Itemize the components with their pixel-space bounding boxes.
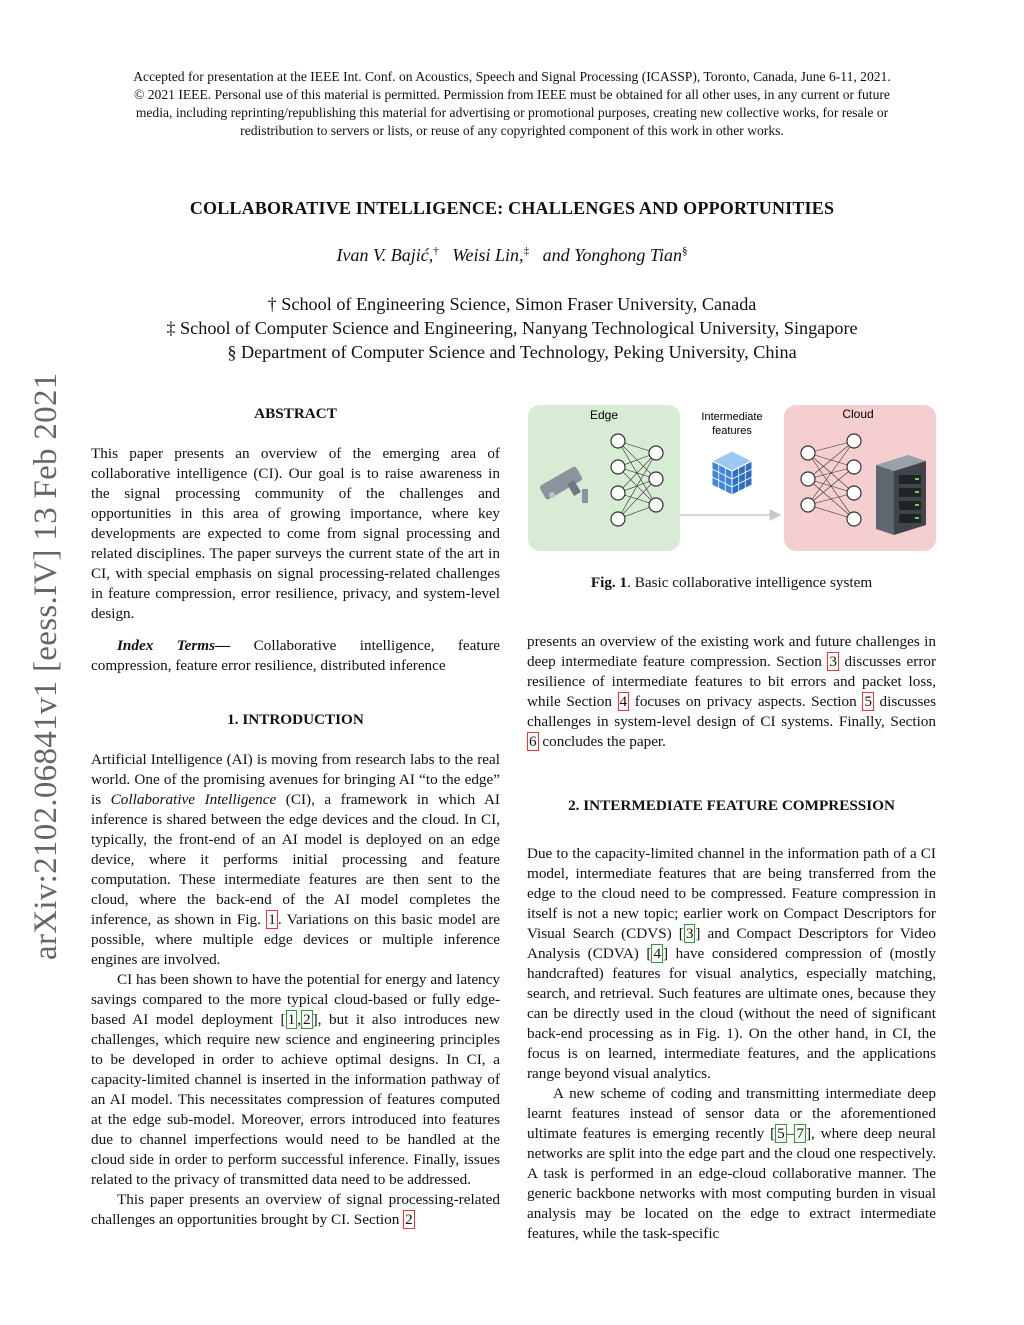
citation-link[interactable]: 7 [796, 1125, 804, 1142]
citation-link[interactable]: 5 [777, 1125, 785, 1142]
caption-label: Fig. 1 [590, 574, 628, 591]
section-ref-link[interactable]: 2 [405, 1211, 413, 1228]
ci-system-diagram [526, 403, 938, 553]
index-terms-label: Index Terms— [117, 637, 231, 654]
author: Weisi Lin, [452, 245, 524, 265]
affiliation: † School of Engineering Science, Simon Fraser University, Canada [267, 294, 757, 314]
intro-paragraph-3: This paper presents an overview of signal processing-related challenges an opportunities brought by CI. Section 2 [91, 1191, 500, 1228]
figure-ref-link[interactable]: 1 [268, 911, 276, 928]
abstract-heading: ABSTRACT [254, 405, 337, 422]
server-icon [876, 455, 926, 535]
section-2-paragraph-2: A new scheme of coding and transmitting intermediate deep learnt features instead of sensor data or the aforementioned ultimate features is emerging recently [ 5 – 7 ], where deep neural networks are split into the edge part and the cloud one respectively. A task is performed in an edge-cloud collaborative manner. The generic backbone networks with most computing burden in visual analysis may be located on the edge to extract intermediate features, while the task-specific [527, 1085, 936, 1242]
notice-line: media, including reprinting/republishing this material for advertising or promotional purposes, creating new collective works, for resale or [135, 105, 889, 120]
author-list [60, 245, 964, 266]
index-terms-text: Collaborative intelligence, feature compression, feature error resilience, distributed inference [91, 637, 500, 674]
intermediate-label: features [712, 425, 752, 437]
author: Ivan V. Bajić, [336, 245, 434, 265]
section-ref-link[interactable]: 4 [619, 693, 628, 710]
author-mark: § [681, 245, 688, 257]
index-terms [91, 636, 500, 676]
cloud-label: Cloud [842, 407, 874, 421]
affiliation: ‡ School of Computer Science and Engineering, Nanyang Technological University, Singapore [166, 318, 858, 338]
edge-label: Edge [589, 408, 619, 422]
section-ref-link[interactable]: 3 [829, 653, 837, 670]
intro-paragraph-2: CI has been shown to have the potential for energy and latency savings compared to the more typical cloud-based or fully edge-based AI model deployment [ 1 , 2 ], but it also introduces new challenges, which require new science and engineering principles to be developed in order to achieve optimal designs. In CI, a capacity-limited channel is inserted in the information pathway of an AI model. This necessitates compression of features computed at the edge sub-model. Moreover, errors introduced into features due to channel imperfections would need to be handled at the cloud side in order to perform successful inference. Finally, issues related to the privacy of transmitted data need to be addressed. [91, 971, 500, 1188]
right-column [527, 632, 936, 1244]
author-mark: ‡ [523, 245, 530, 257]
section-2-paragraph-1: Due to the capacity-limited channel in the information path of a CI model, intermediate features that are being transferred from the edge to the cloud need to be compressed. Feature compression in itself is not a new topic; earlier work on Compact Descriptors for Visual Search (CDVS) [ 3 ] and Compact Descriptors for Video Analysis (CDVA) [ 4 ] have considered compression of (mostly handcrafted) features for visual analytics, especially matching, search, and retrieval. Such features are ultimate ones, because they can be directly used in the cloud (without the need of significant back-end processing as in Fig. 1). On the other hand, in CI, the focus is on learned, intermediate features, and the applications range beyond visual analytics. [527, 845, 937, 1082]
citation-link[interactable]: 3 [685, 925, 694, 942]
intro-heading: 1. INTRODUCTION [227, 711, 364, 728]
section-ref-link[interactable]: 5 [864, 693, 872, 710]
abstract-text: This paper presents an overview of the emerging area of collaborative intelligence (CI). Our goal is to raise awareness in the signal processing community of the challenges and opportunities in this area of growing importance, where key developments are expected to come from signal processing and related disciplines. The paper surveys the current state of the art in CI, with special emphasis on signal processing-related challenges in feature compression, error resilience, privacy, and system-level design. [91, 445, 500, 622]
notice-line: © 2021 IEEE. Personal use of this material is permitted. Permission from IEEE must be obtained for all other uses, in any current or future [134, 87, 890, 102]
caption-text: . Basic collaborative intelligence system [627, 574, 873, 591]
affiliations [60, 292, 964, 364]
author-mark: † [433, 245, 439, 257]
citation-link[interactable]: 1 [287, 1011, 296, 1028]
paper-title: COLLABORATIVE INTELLIGENCE: CHALLENGES AND OPPORTUNITIES [189, 198, 835, 218]
figure-1 [526, 403, 938, 553]
copyright-notice [70, 68, 954, 140]
notice-line: Accepted for presentation at the IEEE Int. Conf. on Acoustics, Speech and Signal Processing (ICASSP), Toronto, Canada, June 6-11, 2021. [133, 69, 891, 84]
section-ref-link[interactable]: 6 [529, 733, 537, 750]
left-column [91, 404, 500, 1230]
intermediate-label: Intermediate [701, 411, 763, 423]
intro-paragraph-1: Artificial Intelligence (AI) is moving from research labs to the real world. One of the promising avenues for bringing AI “to the edge” is Collaborative Intelligence (CI), a framework in which AI inference is shared between the edge devices and the cloud. In CI, typically, the front-end of an AI model is deployed on an edge device, where it performs initial processing and feature computation. These intermediate features are then sent to the cloud, where the back-end of the AI model completes the inference, as shown in Fig. 1 . Variations on this basic model are possible, where multiple edge devices or multiple inference engines are involved. [91, 751, 501, 968]
citation-link[interactable]: 4 [653, 945, 662, 962]
notice-line: redistribution to servers or lists, or reuse of any copyrighted component of this work in other works. [240, 123, 784, 138]
overview-paragraph: presents an overview of the existing work and future challenges in deep intermediate feature compression. Section 3 discusses error resilience of intermediate features to bit errors and packet loss, while Section 4 focuses on privacy aspects. Section 5 discusses challenges in system-level design of CI systems. Finally, Section 6 concludes the paper. [527, 633, 937, 750]
citation-link[interactable]: 2 [303, 1011, 311, 1028]
figure-caption [527, 574, 936, 592]
feature-cube-icon [712, 451, 752, 495]
section-2-heading: 2. INTERMEDIATE FEATURE COMPRESSION [568, 797, 895, 814]
author: and Yonghong Tian [542, 245, 682, 265]
affiliation: § Department of Computer Science and Technology, Peking University, China [227, 342, 797, 362]
arxiv-stamp: arXiv:2102.06841v1 [eess.IV] 13 Feb 2021 [28, 372, 64, 960]
